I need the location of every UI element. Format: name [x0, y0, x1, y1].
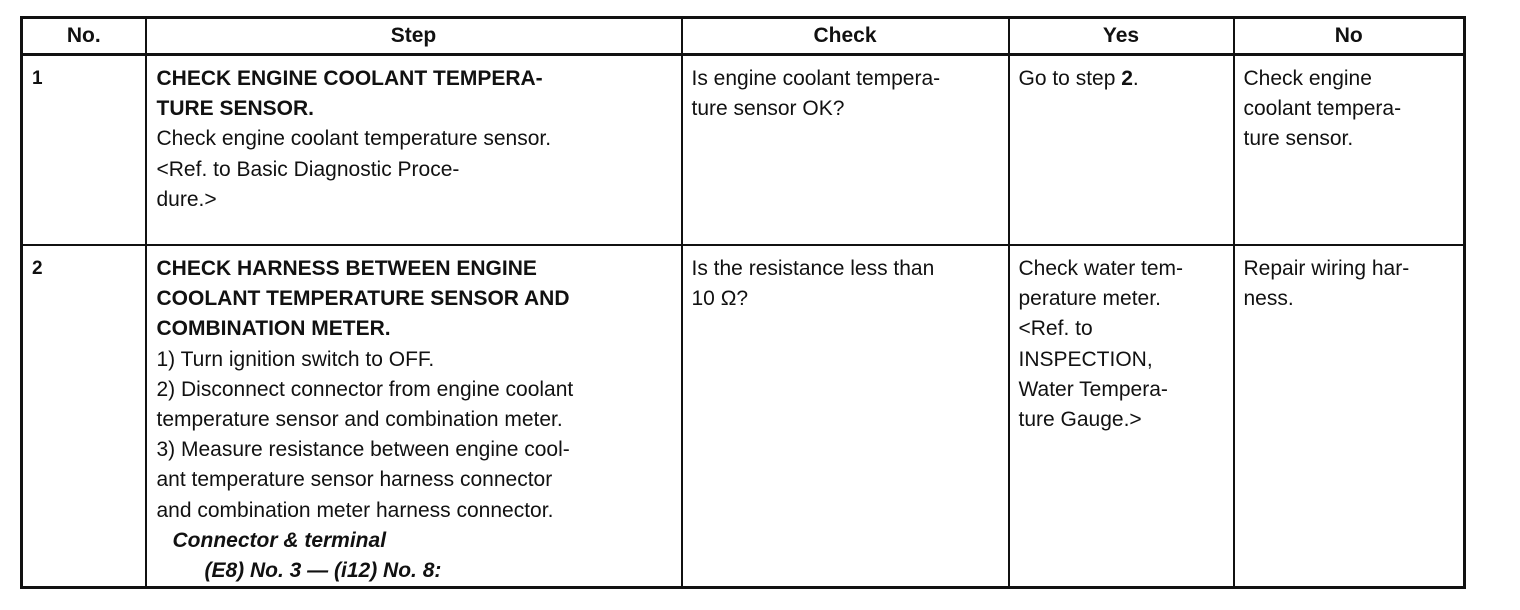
header-yes: Yes	[1009, 18, 1234, 55]
step-text-line: ant temperature sensor harness connector	[156, 468, 553, 492]
step-text-line: 2) Disconnect connector from engine coolant	[156, 377, 574, 401]
yes-text-line: perature meter.	[1018, 287, 1161, 311]
no-text-line: ture sensor.	[1243, 127, 1354, 151]
connector-label: Connector & terminal	[172, 528, 387, 552]
no-text-line: coolant tempera-	[1243, 97, 1402, 121]
step-title-line: COMBINATION METER.	[156, 317, 391, 341]
step-text-line: 1) Turn ignition switch to OFF.	[156, 347, 435, 371]
yes-cell	[1009, 55, 1234, 246]
header-check: Check	[682, 18, 1009, 55]
row-number-cell	[22, 55, 146, 246]
table-row	[22, 55, 1465, 246]
row-number: 2	[32, 258, 43, 279]
no-text-line: Check engine	[1243, 67, 1372, 90]
step-cell	[146, 245, 682, 588]
no-result-cell	[1234, 55, 1465, 246]
yes-step-number: 2	[1121, 67, 1133, 90]
row-number: 1	[32, 68, 43, 89]
header-no: No.	[22, 18, 146, 55]
yes-cell	[1009, 245, 1234, 588]
check-text-line: Is engine coolant tempera-	[691, 67, 941, 90]
step-title-line: CHECK ENGINE COOLANT TEMPERA-	[156, 67, 543, 90]
step-text-line: dure.>	[156, 187, 217, 211]
connector-value: (E8) No. 3 — (i12) No. 8:	[204, 559, 442, 583]
yes-text-line: ture Gauge.>	[1018, 408, 1142, 432]
step-title-line: CHECK HARNESS BETWEEN ENGINE	[156, 257, 537, 280]
row-number-cell	[22, 245, 146, 588]
yes-text-line: <Ref. to	[1018, 317, 1093, 341]
header-step: Step	[146, 18, 682, 55]
yes-suffix: .	[1132, 67, 1139, 90]
check-text-line: 10 Ω?	[691, 287, 749, 311]
step-text-line: 3) Measure resistance between engine cool-	[156, 438, 570, 462]
step-title-line: COOLANT TEMPERATURE SENSOR AND	[156, 287, 570, 311]
table-row	[22, 245, 1465, 588]
yes-text-line: INSPECTION,	[1018, 347, 1153, 371]
diagnostic-table	[20, 16, 1466, 589]
no-result-cell	[1234, 245, 1465, 588]
step-text-line: Check engine coolant temperature sensor.	[156, 127, 552, 151]
check-cell	[682, 245, 1009, 588]
step-title-line: TURE SENSOR.	[156, 97, 315, 121]
no-text-line: Repair wiring har-	[1243, 257, 1410, 280]
step-text-line: and combination meter harness connector.	[156, 498, 554, 522]
check-cell	[682, 55, 1009, 246]
header-row	[22, 18, 1465, 55]
step-text-line: temperature sensor and combination meter.	[156, 408, 563, 432]
step-text-line: <Ref. to Basic Diagnostic Proce-	[156, 157, 460, 181]
check-text-line: Is the resistance less than	[691, 257, 935, 280]
yes-text-line: Check water tem-	[1018, 257, 1184, 280]
check-text-line: ture sensor OK?	[691, 97, 845, 121]
yes-text-line	[1019, 64, 1225, 94]
step-cell	[146, 55, 682, 246]
yes-text-line: Water Tempera-	[1018, 377, 1168, 401]
header-no-result: No	[1234, 18, 1465, 55]
no-text-line: ness.	[1243, 287, 1294, 311]
yes-prefix: Go to step	[1018, 67, 1122, 90]
